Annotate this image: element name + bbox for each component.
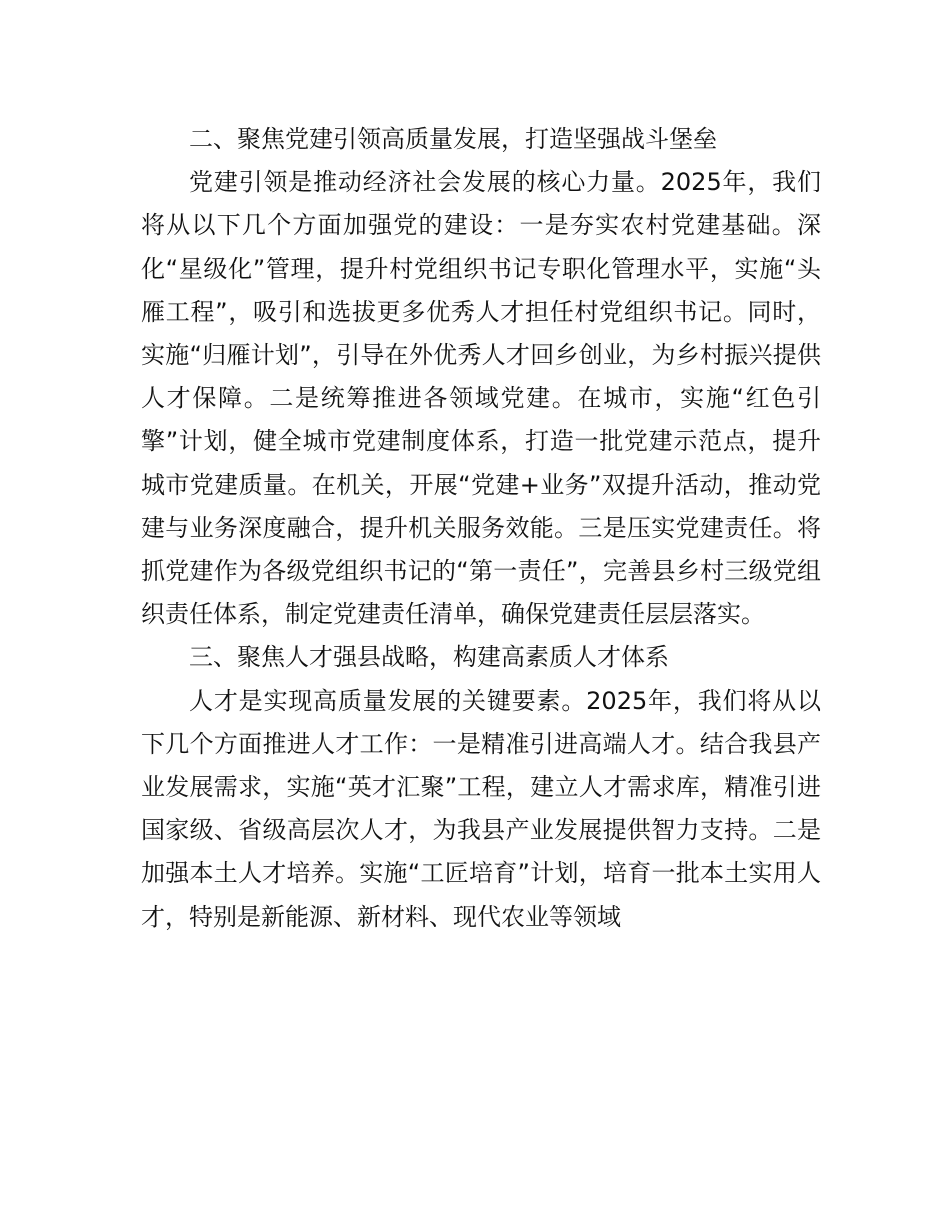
document-body: [141, 118, 821, 939]
section-paragraph-3: 人才是实现高质量发展的关键要素。2025年，我们将从以下几个方面推进人才工作：一是精准引进高端人才。结合我县产业发展需求，实施“英才汇聚”工程，建立人才需求库，精准引进国家级、省级高层次人才，为我县产业发展提供智力支持。二是加强本土人才培养。实施“工匠培育”计划，培育一批本土实用人才，特别是新能源、新材料、现代农业等领域: [141, 686, 821, 931]
section-paragraph-2: 党建引领是推动经济社会发展的核心力量。2025年，我们将从以下几个方面加强党的建设：一是夯实农村党建基础。深化“星级化”管理，提升村党组织书记专职化管理水平，实施“头雁工程”，吸引和选拔更多优秀人才担任村党组织书记。同时，实施“归雁计划”，引导在外优秀人才回乡创业，为乡村振兴提供人才保障。二是统筹推进各领域党建。在城市，实施“红色引擎”计划，健全城市党建制度体系，打造一批党建示范点，提升城市党建质量。在机关，开展“党建+业务”双提升活动，推动党建与业务深度融合，提升机关服务效能。三是压实党建责任。将抓党建作为各级党组织书记的“第一责任”，完善县乡村三级党组织责任体系，制定党建责任清单，确保党建责任层层落实。: [141, 168, 821, 629]
section-heading-3: 三、聚焦人才强县战略，构建高素质人才体系: [189, 643, 669, 672]
section-heading-2: 二、聚焦党建引领高质量发展，打造坚强战斗堡垒: [189, 125, 717, 153]
